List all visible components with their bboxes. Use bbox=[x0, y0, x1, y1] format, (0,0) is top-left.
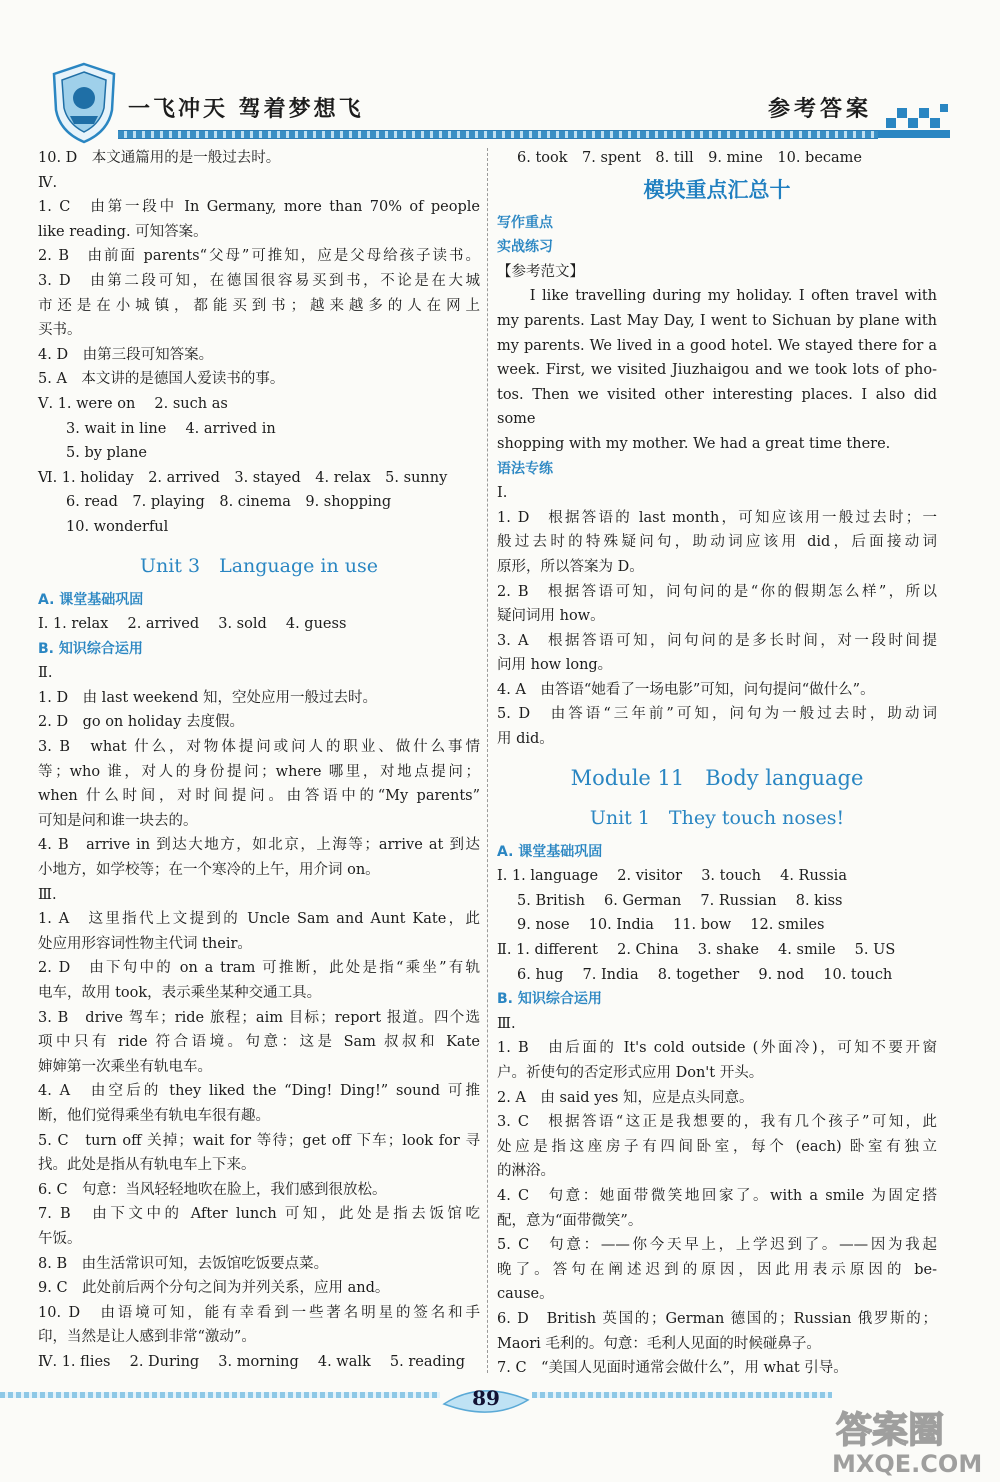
header-rule bbox=[118, 130, 878, 139]
watermark-url: MXQE.COM bbox=[832, 1450, 983, 1478]
answer-line: 1. C 由第一段中 In Germany, more than 70% of people bbox=[38, 199, 480, 216]
answer-line: 买书。 bbox=[38, 322, 82, 339]
answer-line: 1. B 由后面的 It's cold outside (外面冷)，可知不要开窗 bbox=[497, 1040, 937, 1057]
answer-line: 找。此处是指从有轨电车上下来。 bbox=[38, 1157, 256, 1174]
answer-line: 处应用形容词性物主代词 their。 bbox=[38, 935, 252, 952]
answer-line: 5. by plane bbox=[66, 445, 148, 462]
section-label: 语法专练 bbox=[497, 460, 553, 477]
answer-line: 3. D 由第二段可知，在德国很容易买到书，不论是在大城 bbox=[38, 272, 480, 289]
answer-line: Ⅳ. 1. flies 2. During 3. morning 4. walk 5. reading bbox=[38, 1353, 466, 1370]
answer-line: 3. wait in line 4. arrived in bbox=[66, 420, 276, 437]
answer-line: 6. read 7. playing 8. cinema 9. shopping bbox=[66, 494, 392, 511]
answer-line: Ⅳ. bbox=[38, 174, 58, 191]
answer-line: 5. C 句意：——你今天早上，上学迟到了。——因为我起 bbox=[497, 1237, 937, 1254]
section-label: 写作重点 bbox=[497, 214, 553, 231]
unit-heading: Unit 1 They touch noses! bbox=[589, 806, 845, 829]
answer-line: 印，当然是让人感到非常“激动”。 bbox=[38, 1329, 256, 1346]
answer-line: 5. A 本文讲的是德国人爱读书的事。 bbox=[38, 371, 285, 388]
answer-line: like reading. 可知答案。 bbox=[38, 223, 208, 240]
answer-line: 6. took 7. spent 8. till 9. mine 10. became bbox=[517, 150, 862, 166]
answer-line: 般过去时的特殊疑问句，助动词应该用 did，后面接动词 bbox=[497, 534, 937, 551]
module-summary-heading: 模块重点汇总十 bbox=[643, 177, 791, 202]
answer-line: 7. C “美国人见面时通常会做什么”，用 what 引导。 bbox=[497, 1360, 848, 1377]
answer-line: 【参考范文】 bbox=[497, 263, 584, 280]
answer-line: 1. D 根据答语的 last month，可知应该用一般过去时；一 bbox=[497, 509, 937, 526]
answer-line: 2. B 根据答语可知，问句问的是“你的假期怎么样”，所以 bbox=[497, 583, 937, 600]
answer-line: Ⅴ. 1. were on 2. such as bbox=[38, 395, 228, 412]
answer-line: 1. A 这里指代上文提到的 Uncle Sam and Aunt Kate，此 bbox=[38, 911, 480, 928]
section-label: 实战练习 bbox=[497, 239, 553, 256]
answer-line: 等；who 谁，对人的身份提问；where 哪里，对地点提问； bbox=[38, 763, 480, 780]
right-column bbox=[497, 146, 937, 1381]
answer-line: 2. D 由下句中的 on a tram 可推断，此处是指“乘坐”有轨 bbox=[38, 960, 480, 977]
answer-line: Ⅱ. 1. different 2. China 3. shake 4. smile 5. US bbox=[497, 942, 896, 959]
answer-line: Ⅲ. bbox=[497, 1015, 516, 1032]
answer-line: 项中只有 ride 符合语境。句意：这是 Sam 叔叔和 Kate bbox=[38, 1034, 480, 1051]
answer-line: Ⅰ. 1. relax 2. arrived 3. sold 4. guess bbox=[38, 616, 347, 633]
answer-line: week. First, we visited Jiuzhaigou and we took lots of pho- bbox=[497, 362, 937, 379]
answer-line: 9. C 此处前后两个分句之间为并列关系，应用 and。 bbox=[38, 1280, 390, 1297]
answer-line: 10. D 本文通篇用的是一般过去时。 bbox=[38, 150, 281, 166]
watermark-logo-text: 答案圈 bbox=[836, 1410, 945, 1451]
answer-line: 4. D 由第三段可知答案。 bbox=[38, 346, 214, 363]
answer-line: 3. B drive 驾车；ride 旅程；aim 目标；report 报道。四个选 bbox=[38, 1009, 480, 1026]
answer-line: Ⅵ. 1. holiday 2. arrived 3. stayed 4. relax 5. sunny bbox=[38, 469, 448, 486]
answer-line: 的淋浴。 bbox=[497, 1163, 555, 1180]
answer-line: 断，他们觉得乘坐有轨电车很有趣。 bbox=[38, 1107, 270, 1124]
answer-line: cause。 bbox=[497, 1286, 554, 1303]
answer-line: 市还是在小城镇，都能买到书；越来越多的人在网上 bbox=[38, 297, 480, 314]
answer-line: 10. D 由语境可知，能有幸看到一些著名明星的签名和手 bbox=[38, 1304, 480, 1321]
section-label: B. 知识综合运用 bbox=[497, 991, 602, 1008]
answer-line: 6. C 句意：当风轻轻地吹在脸上，我们感到很放松。 bbox=[38, 1181, 387, 1198]
answer-line: 4. A 由空后的 they liked the “Ding! Ding!” sound 可推 bbox=[38, 1083, 480, 1100]
answer-key-label: 参考答案 bbox=[768, 97, 873, 122]
answer-line: 6. D British 英国的；German 德国的；Russian 俄罗斯的； bbox=[497, 1310, 937, 1327]
answer-line: Ⅲ. bbox=[38, 886, 57, 903]
answer-line: Ⅰ. bbox=[497, 485, 508, 502]
checker-decoration-icon bbox=[878, 100, 950, 142]
answer-line: 2. B 由前面 parents“父母”可推知，应是父母给孩子读书。 bbox=[38, 248, 480, 265]
answer-line: 午饭。 bbox=[38, 1230, 82, 1247]
answer-line: 5. D 由答语“三年前”可知，问句为一般过去时，助动词 bbox=[497, 706, 937, 723]
section-label: B. 知识综合运用 bbox=[38, 640, 143, 657]
answer-line: 1. D 由 last weekend 知，空处应用一般过去时。 bbox=[38, 689, 378, 706]
answer-line: 6. hug 7. India 8. together 9. nod 10. touch bbox=[517, 966, 893, 983]
section-label: A. 课堂基础巩固 bbox=[497, 843, 603, 860]
answer-line: tos. Then we visited other interesting places. I also did some bbox=[497, 386, 937, 428]
footer-rule-left bbox=[0, 1392, 440, 1398]
answer-line: my parents. We lived in a good hotel. We stayed there for a bbox=[497, 337, 937, 354]
page-number: 89 bbox=[472, 1386, 500, 1410]
answer-line: 8. B 由生活常识可知，去饭馆吃饭要点菜。 bbox=[38, 1255, 329, 1272]
answer-line: 10. wonderful bbox=[66, 518, 169, 535]
answer-line: 婶婶第一次乘坐有轨电车。 bbox=[38, 1058, 212, 1075]
answer-line: 用 did。 bbox=[497, 731, 554, 748]
answer-line: 3. B what 什么，对物体提问或问人的职业、做什么事情 bbox=[38, 739, 480, 756]
answer-line: 4. B arrive in 到达大地方，如北京，上海等；arrive at 到达 bbox=[38, 837, 480, 854]
page-number-badge bbox=[440, 1382, 532, 1420]
answer-line: 7. B 由下文中的 After lunch 可知，此处是指去饭馆吃 bbox=[38, 1206, 480, 1223]
answer-line: 问用 how long。 bbox=[497, 657, 613, 674]
footer-rule-right bbox=[532, 1392, 832, 1398]
unit-heading: Unit 3 Language in use bbox=[139, 554, 379, 577]
answer-line: 电车，故用 took，表示乘坐某种交通工具。 bbox=[38, 985, 322, 1001]
answer-line: Ⅱ. bbox=[38, 665, 53, 682]
answer-line: 3. A 根据答语可知，问句问的是多长时间，对一段时间提 bbox=[497, 632, 937, 649]
watermark-logo bbox=[828, 1400, 988, 1478]
answer-line: Ⅰ. 1. language 2. visitor 3. touch 4. Russia bbox=[497, 868, 847, 885]
left-column bbox=[38, 146, 480, 1375]
answer-line: 原形，所以答案为 D。 bbox=[497, 558, 644, 575]
answer-line: 2. D go on holiday 去度假。 bbox=[38, 714, 244, 731]
module-title: Module 11 Body language bbox=[570, 765, 864, 790]
answer-line: 2. A 由 said yes 知，应是点头同意。 bbox=[497, 1089, 754, 1106]
answer-line: 3. C 根据答语“这正是我想要的，我有几个孩子”可知，此 bbox=[497, 1114, 937, 1131]
answer-line: 晚了。答句在阐述迟到的原因，因此用表示原因的 be- bbox=[497, 1261, 937, 1278]
answer-line: 9. nose 10. India 11. bow 12. smiles bbox=[517, 917, 825, 934]
answer-line: 5. C turn off 关掉；wait for 等待；get off 下车；look for 寻 bbox=[38, 1132, 480, 1149]
answer-line: 疑问词用 how。 bbox=[497, 608, 605, 625]
answer-line: 可知是问和谁一块去的。 bbox=[38, 812, 198, 829]
answer-line: 配，意为“面带微笑”。 bbox=[497, 1212, 643, 1229]
answer-line: my parents. Last May Day, I went to Sichuan by plane with bbox=[497, 312, 937, 329]
answer-line: shopping with my mother. We had a great time there. bbox=[497, 435, 891, 452]
section-label: A. 课堂基础巩固 bbox=[38, 591, 144, 608]
column-divider bbox=[487, 148, 488, 1373]
answer-line: I like travelling during my holiday. I often travel with bbox=[497, 288, 937, 305]
answer-line: Maori 毛利的。句意：毛利人见面的时候碰鼻子。 bbox=[497, 1335, 821, 1352]
school-emblem-icon bbox=[50, 62, 118, 144]
header-slogan: 一飞冲天 驾着梦想飞 bbox=[128, 97, 364, 122]
answer-line: 处应是指这座房子有四间卧室，每个 (each) 卧室有独立 bbox=[497, 1138, 937, 1155]
answer-line: 4. A 由答语“她看了一场电影”可知，问句提问“做什么”。 bbox=[497, 681, 875, 698]
answer-line: 4. C 句意：她面带微笑地回家了。with a smile 为固定搭 bbox=[497, 1187, 937, 1204]
answer-line: 户。祈使句的否定形式应用 Don't 开头。 bbox=[497, 1065, 764, 1081]
answer-line: 小地方，如学校等；在一个寒冷的上午，用介词 on。 bbox=[38, 862, 380, 879]
answer-line: when 什么时间，对时间提问。由答语中的“My parents” bbox=[38, 788, 480, 805]
page-header bbox=[0, 0, 1000, 145]
answer-line: 5. British 6. German 7. Russian 8. kiss bbox=[517, 892, 843, 909]
